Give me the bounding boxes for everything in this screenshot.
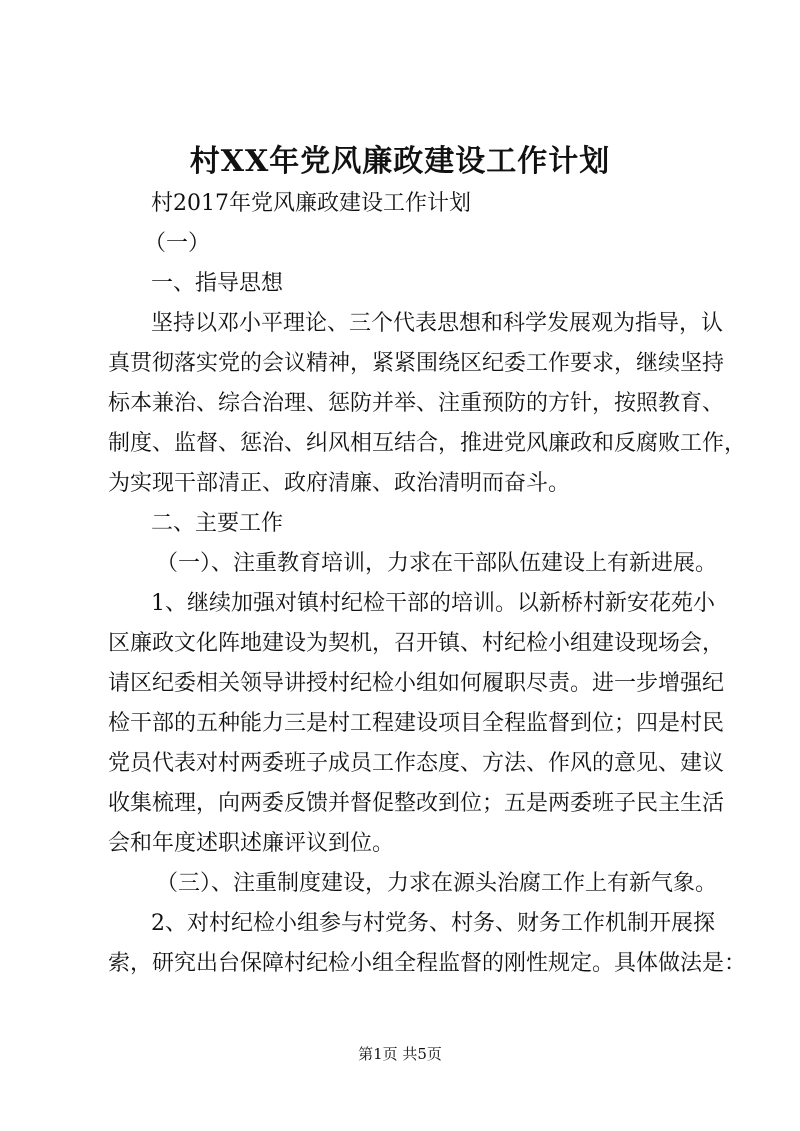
paragraph-line: 坚持以邓小平理论、三个代表思想和科学发展观为指导，认 [151,311,724,336]
paragraph-line: 2、对村纪检小组参与村党务、村务、财务工作机制开展探 [151,911,715,936]
subheading-education-training: （一）、注重教育培训，力求在干部队伍建设上有新进展。 [156,551,718,576]
paragraph-line: 收集梳理，向两委反馈并督促整改到位；五是两委班子民主生活 [108,791,725,816]
document-title: 村XX年党风廉政建设工作计划 [189,144,611,179]
paragraph-line: 为实现干部清正、政府清廉、政治清明而奋斗。 [108,471,571,496]
page-footer: 第1页 共5页 [358,1045,442,1063]
paragraph-line: 制度、监督、惩治、纠风相互结合，推进党风廉政和反腐败工作， [108,431,747,456]
heading-main-work: 二、主要工作 [151,511,284,536]
paragraph-line: 请区纪委相关领导讲授村纪检小组如何履职尽责。进一步增强纪 [108,671,725,696]
paragraph-line: 1、继续加强对镇村纪检干部的培训。以新桥村新安花苑小 [151,591,715,616]
heading-guiding-ideology: 一、指导思想 [151,271,284,296]
document-body [108,184,747,984]
paragraph-line: 会和年度述职述廉评议到位。 [108,831,395,856]
section-number-line: （一） [144,231,211,256]
paragraph-line: 党员代表对村两委班子成员工作态度、方法、作风的意见、建议 [108,751,725,776]
subheading-system-building: （三）、注重制度建设，力求在源头治腐工作上有新气象。 [156,871,718,896]
paragraph-line: 索，研究出台保障村纪检小组全程监督的刚性规定。具体做法是： [108,951,747,976]
paragraph-line: 标本兼治、综合治理、惩防并举、注重预防的方针，按照教育、 [108,391,725,416]
paragraph-line: 区廉政文化阵地建设为契机，召开镇、村纪检小组建设现场会， [108,631,725,656]
paragraph-line: 检干部的五种能力三是村工程建设项目全程监督到位；四是村民 [108,711,725,736]
paragraph-line: 真贯彻落实党的会议精神，紧紧围绕区纪委工作要求，继续坚持 [108,351,725,376]
subtitle-line: 村2017年党风廉政建设工作计划 [151,191,471,216]
